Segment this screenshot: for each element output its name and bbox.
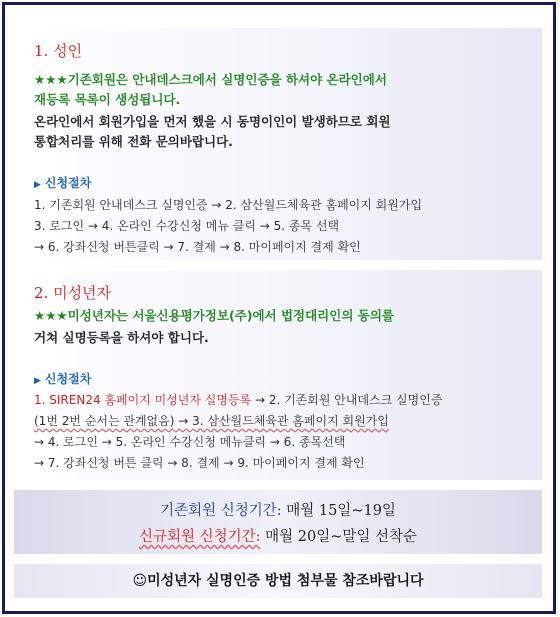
adult-procedure-title xyxy=(34,174,91,191)
new-period-value: 매월 20일~말일 선착순 xyxy=(260,529,418,545)
existing-period-label: 기존회원 신청기간: xyxy=(160,503,282,519)
minor-instruction-1: ★★★미성년자는 서울신용평가정보(주)에서 법정대리인의 동의를 xyxy=(34,308,394,323)
adult-step-line: → 6. 강좌신청 버튼클릭 → 7. 결제 → 8. 마이페이지 결제 확인 xyxy=(34,240,361,254)
adult-instruction-1: ★★★기존회원은 안내데스크에서 실명인증을 하셔야 온라인에서 xyxy=(34,72,387,87)
triangle-right-icon: ▶ xyxy=(34,180,41,190)
minor-step-rest: → 2. 기존회원 안내데스크 실명인증 xyxy=(251,393,443,407)
attachment-notice: ☺미성년자 실명인증 방법 첨부물 참조바랍니다 xyxy=(14,564,542,598)
adult-note-2: 통합처리를 위해 전화 문의바랍니다. xyxy=(34,134,233,149)
minor-section xyxy=(14,270,542,480)
minor-heading: 2. 미성년자 xyxy=(34,284,112,302)
minor-step-line: (1번 2번 순서는 관계없음) → 3. 삼산월드체육관 홈페이지 회원가입 xyxy=(34,414,389,428)
adult-step-line: 3. 로그인 → 4. 온라인 수강신청 메뉴 클릭 → 5. 종목 선택 xyxy=(34,219,340,233)
minor-step-line: → 7. 강좌신청 버튼 클릭 → 8. 결제 → 9. 마이페이지 결제 확인 xyxy=(34,456,365,470)
minor-step-line xyxy=(34,391,442,408)
application-period-box xyxy=(14,490,542,554)
minor-procedure-label: 신청절차 xyxy=(44,372,92,386)
adult-instruction-2: 재등록 목록이 생성됩니다. xyxy=(34,92,181,107)
existing-member-period xyxy=(14,499,542,520)
adult-note-1: 온라인에서 회원가입을 먼저 했을 시 동명이인이 발생하므로 회원 xyxy=(34,114,391,129)
triangle-right-icon: ▶ xyxy=(34,376,41,386)
minor-procedure-title xyxy=(34,370,91,387)
minor-step-line: → 4. 로그인 → 5. 온라인 수강신청 메뉴클릭 → 6. 종목선택 xyxy=(34,435,346,449)
adult-step-line: 1. 기존회원 안내데스크 실명인증 → 2. 삼산월드체육관 홈페이지 회원가입 xyxy=(34,198,423,212)
minor-instruction-2: 거쳐 실명등록을 하셔야 합니다. xyxy=(34,330,209,345)
adult-section xyxy=(14,28,542,260)
existing-period-value: 매월 15일~19일 xyxy=(281,503,396,519)
new-member-period xyxy=(14,525,542,546)
siren24-step-link[interactable]: 1. SIREN24 홈페이지 미성년자 실명등록 xyxy=(34,393,252,407)
adult-procedure-label: 신청절차 xyxy=(44,176,92,190)
new-period-label: 신규회원 신청기간: xyxy=(138,529,261,545)
adult-heading: 1. 성인 xyxy=(34,42,83,60)
